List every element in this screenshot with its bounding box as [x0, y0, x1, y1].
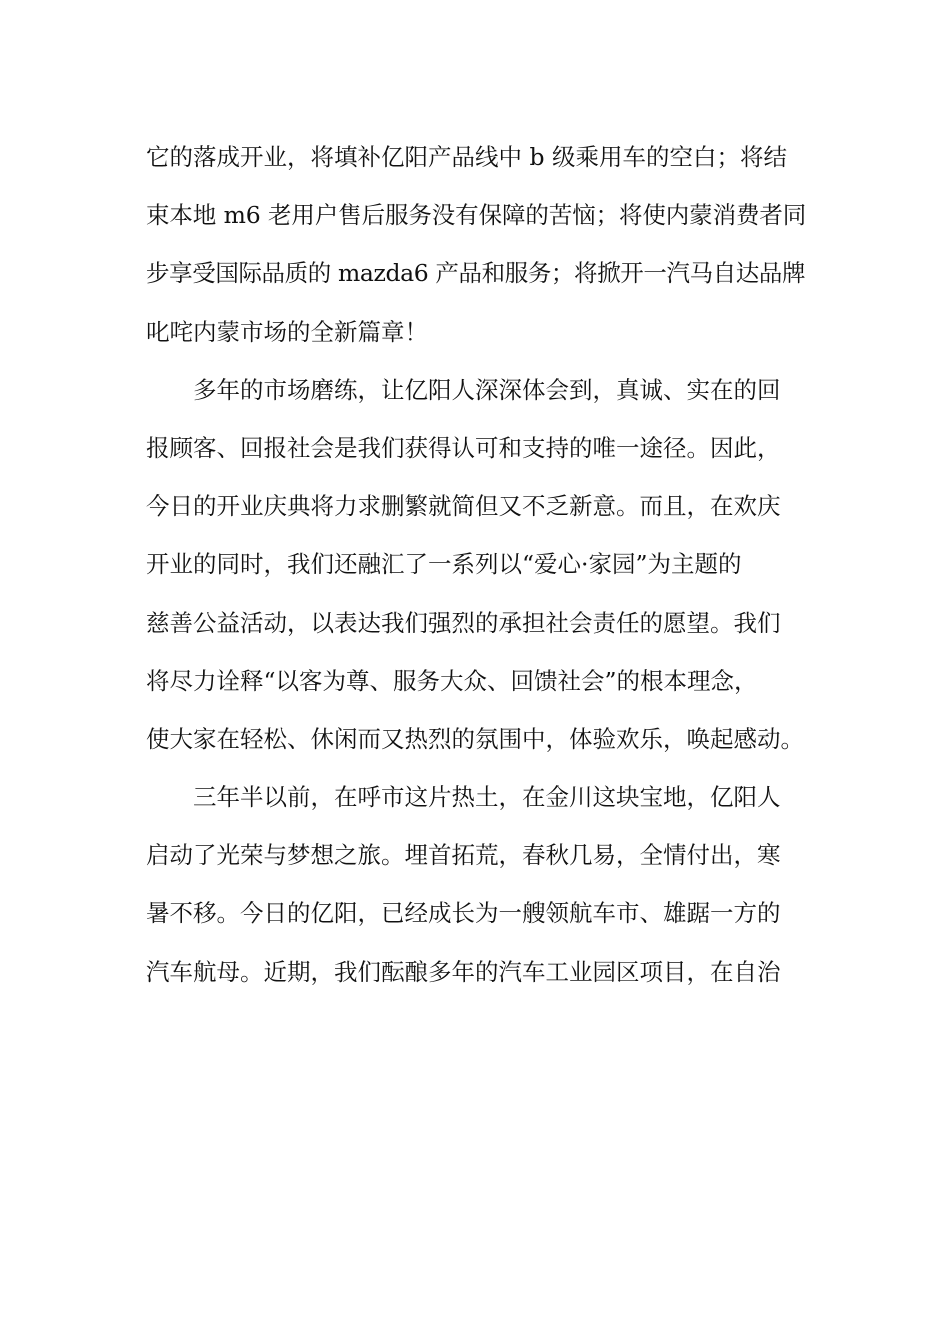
text-line-12: 三年半以前，在呼市这片热土，在金川这块宝地，亿阳人: [193, 783, 781, 812]
text-line-3: 步享受国际品质的 mazda6 产品和服务；将掀开一汽马自达品牌: [146, 259, 806, 288]
text-line-10: 将尽力诠释“以客为尊、服务大众、回馈社会”的根本理念，: [146, 666, 758, 695]
text-line-5: 多年的市场磨练，让亿阳人深深体会到，真诚、实在的回: [193, 375, 781, 404]
document-body: [146, 128, 806, 1001]
text-line-4: 叱咤内蒙市场的全新篇章！: [146, 317, 428, 346]
text-line-6: 报顾客、回报社会是我们获得认可和支持的唯一途径。因此，: [146, 433, 781, 462]
text-line-13: 启动了光荣与梦想之旅。埋首拓荒，春秋几易，全情付出，寒: [146, 841, 781, 870]
text-line-15: 汽车航母。近期，我们酝酿多年的汽车工业园区项目，在自治: [146, 957, 781, 986]
text-line-1: 它的落成开业，将填补亿阳产品线中 b 级乘用车的空白；将结: [146, 143, 787, 171]
text-line-7: 今日的开业庆典将力求删繁就简但又不乏新意。而且，在欢庆: [146, 492, 781, 521]
text-line-9: 慈善公益活动，以表达我们强烈的承担社会责任的愿望。我们: [146, 608, 781, 637]
text-line-2: 束本地 m6 老用户售后服务没有保障的苦恼；将使内蒙消费者同: [146, 201, 807, 230]
text-line-11: 使大家在轻松、休闲而又热烈的氛围中，体验欢乐，唤起感动。: [146, 724, 804, 753]
text-line-8: 开业的同时，我们还融汇了一系列以“爱心·家园”为主题的: [146, 550, 742, 579]
text-line-14: 暑不移。今日的亿阳，已经成长为一艘领航车市、雄踞一方的: [146, 899, 781, 928]
